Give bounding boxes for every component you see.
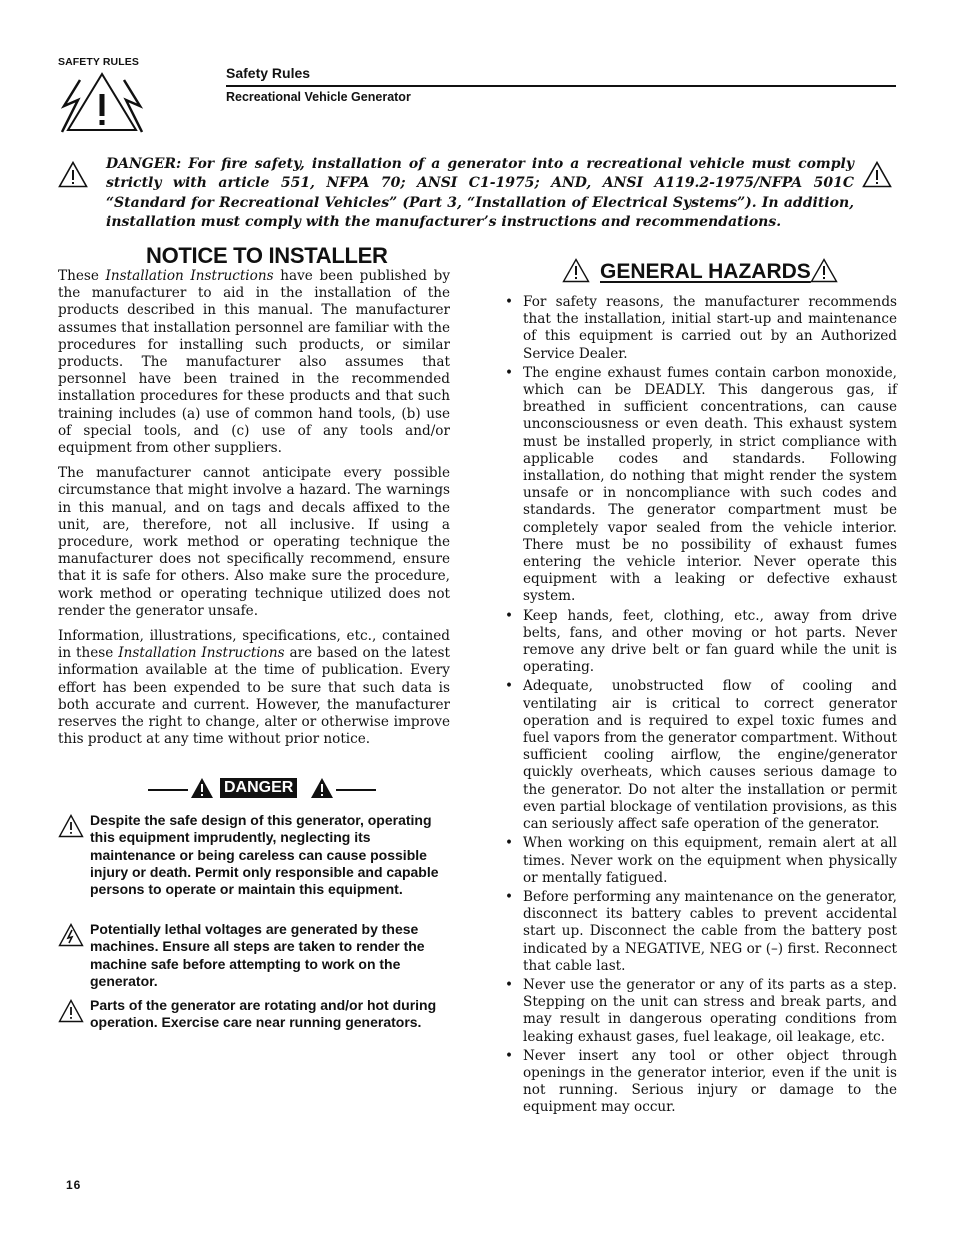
filled-warning-icon <box>190 777 214 799</box>
warning-triangle-icon <box>58 814 84 838</box>
list-item: • Adequate, unobstructed flow of cooling and ventilating air is critical to correct generator operation and is required to expel toxic fumes and fuel vapors from the generator compartment. Without sufficient cooling airflow, the engine/generator quickly overheats, which causes serious damage to the generator. Do not alter the installation or permit even partial blockage of ventilation provisions, as this can seriously affect safe operation of the generator. <box>505 678 897 833</box>
warning-triangle-icon <box>58 999 84 1023</box>
notice-paragraph-1: These Installation Instructions have been published by the manufacturer to aid in the installation of the products described in this manual. The manufacturer assumes that installation personnel are familiar with the procedures for installing such products, or similar products. The manufacturer also assumes that personnel have been trained in the recommended installation procedures for these products and that such training includes (a) use of common hand tools, (b) use of special tools, and (c) use of any tools and/or equipment from other suppliers. <box>58 268 450 457</box>
list-item: • For safety reasons, the manufacturer recommends that the installation, initial start-up and maintenance of this equipment is carried out by an Authorized Service Dealer. <box>505 294 897 363</box>
danger-item: Parts of the generator are rotating and/or hot during operation. Exercise care near running generators. <box>58 997 450 1032</box>
page-number: 16 <box>66 1178 82 1192</box>
danger-label: DANGER <box>220 778 297 798</box>
notice-body <box>58 268 450 756</box>
electric-shock-warning-icon <box>58 923 84 947</box>
notice-to-installer-heading: NOTICE TO INSTALLER <box>146 243 388 268</box>
danger-item: Potentially lethal voltages are generated by these machines. Ensure all steps are taken to render the machine safe before attempting to work on the generator. <box>58 921 450 990</box>
general-hazards-list <box>505 294 897 1119</box>
safety-rules-logo <box>58 56 150 134</box>
warning-triangle-icon <box>562 258 590 283</box>
notice-paragraph-2: The manufacturer cannot anticipate every possible circumstance that might involve a hazard. The warnings in this manual, and on tags and decals affixed to the unit, are, therefore, not all inclusive. If using a procedure, work method or operating technique the manufacturer does not specifically recommend, ensure that it is safe for others. Also make sure the procedure, work method or operating technique utilized does not render the generator unsafe. <box>58 465 450 619</box>
list-item: • When working on this equipment, remain alert at all times. Never work on the equipment when physically or mentally fatigued. <box>505 835 897 887</box>
danger-item: Despite the safe design of this generator, operating this equipment imprudently, neglecting its maintenance or being careless can cause possible injury or death. Permit only responsible and capable persons to operate or maintain this equipment. <box>58 812 450 898</box>
danger-banner <box>148 776 376 802</box>
page-header-title: Safety Rules <box>226 65 311 81</box>
fire-safety-danger-notice: DANGER: For fire safety, installation of a generator into a recreational vehicle must comply strictly with article 551, NFPA 70; ANSI C1-1975; AND, ANSI A119.2-1975/NFPA 501C “Standard for Recreational Vehicles” (Part 3, “Installation of Electrical Systems”). In addition, installation must comply with the manufacturer’s instructions and recommendations. <box>106 156 854 230</box>
list-item: • The engine exhaust fumes contain carbon monoxide, which can be DEADLY. This dangerous gas, if breathed in sufficient concentrations, can cause unconsciousness or even death. This exhaust system must be installed properly, in strict compliance with applicable codes and standards. Following installation, do nothing that might render the system unsafe or in noncompliance with such codes and standards. The generator compartment must be completely vapor sealed from the vehicle interior. There must be no possibility of exhaust fumes entering the vehicle interior. Never operate this equipment with a leaking or defective exhaust system. <box>505 365 897 606</box>
filled-warning-icon <box>310 777 334 799</box>
logo-label: SAFETY RULES <box>58 56 139 68</box>
list-item: • Before performing any maintenance on the generator, disconnect its battery cables to prevent accidental start up. Disconnect the cable from the battery post indicated by a NEGATIVE, NEG or (–) first. Reconnect that cable last. <box>505 889 897 975</box>
notice-paragraph-3: Information, illustrations, specifications, etc., contained in these Installation Instructions are based on the latest information available at the time of publication. Every effort has been expended to be sure that such data is both accurate and current. However, the manufacturer reserves the right to change, alter or otherwise improve this product at any time without prior notice. <box>58 628 450 748</box>
general-hazards-title: GENERAL HAZARDS <box>600 260 811 283</box>
warning-triangle-icon <box>810 258 838 283</box>
list-item: • Never insert any tool or other object through openings in the generator interior, even if the unit is not running. Serious injury or damage to the equipment may occur. <box>505 1048 897 1117</box>
warning-triangle-icon <box>58 161 88 188</box>
warning-triangle-icon <box>862 161 892 188</box>
lightning-warning-icon <box>58 70 146 134</box>
page-header-subtitle: Recreational Vehicle Generator <box>226 90 411 104</box>
list-item: • Keep hands, feet, clothing, etc., away from drive belts, fans, and other moving or hot parts. Never remove any drive belt or fan guard while the unit is operating. <box>505 608 897 677</box>
header-rule <box>226 85 896 87</box>
list-item: • Never use the generator or any of its parts as a step. Stepping on the unit can stress and break parts, and may result in dangerous operating conditions from leaking exhaust gases, fuel leakage, oil leakage, etc. <box>505 977 897 1046</box>
